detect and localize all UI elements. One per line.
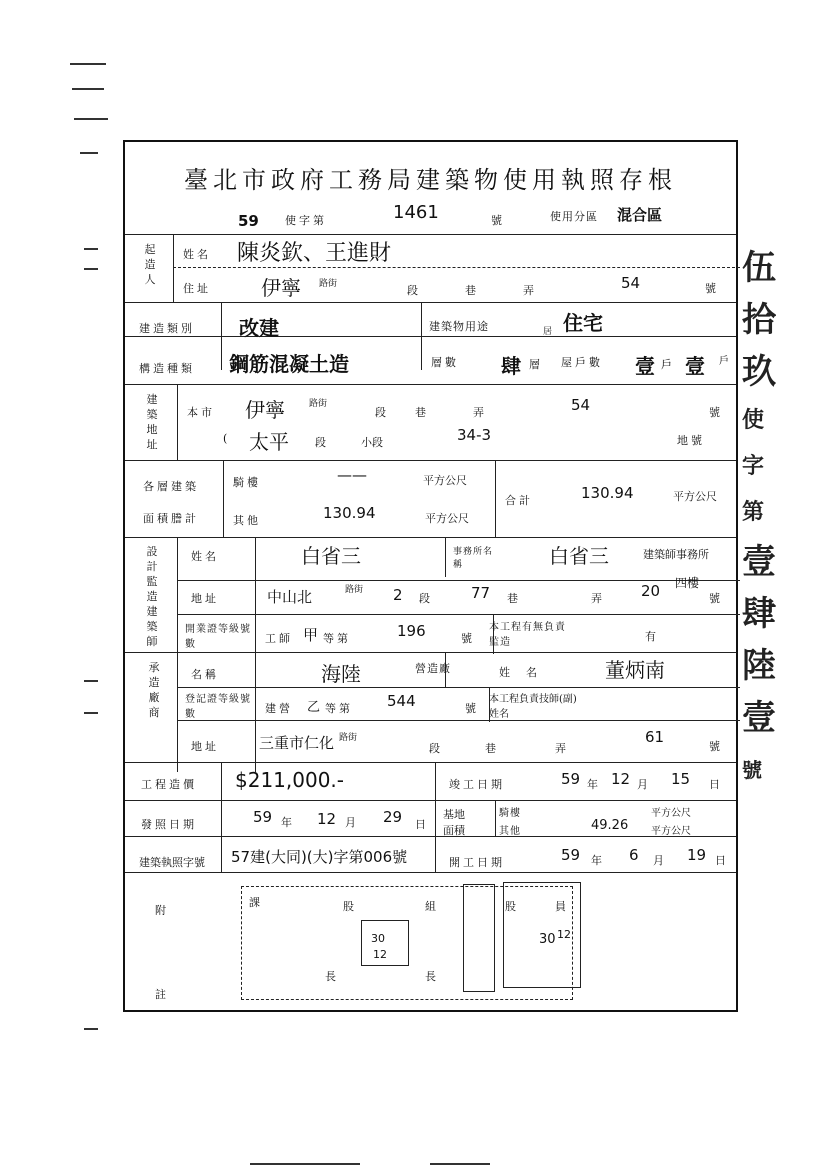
stamp-label-gu-2: 股	[505, 900, 519, 913]
completion-label: 竣工日期	[449, 778, 505, 791]
architect-cert-grade: 甲	[303, 626, 319, 644]
construction-type-label: 建造類別	[139, 322, 195, 335]
contractor-name-label: 名稱	[191, 668, 219, 681]
license-no-suffix: 號	[491, 214, 505, 227]
architect-cert-prefix: 工師	[265, 632, 293, 645]
start-day: 19	[687, 846, 707, 864]
stamp-label-yuan: 員	[555, 900, 569, 913]
applicant-name-label: 姓名	[183, 248, 211, 261]
floor-other-unit: 平方公尺	[425, 512, 469, 525]
seal-3-date-top: 30	[539, 932, 556, 947]
side-char: 壹	[742, 698, 776, 738]
scan-edge-mark	[84, 1028, 98, 1030]
notes-label-1: 附	[155, 904, 169, 917]
site-lot: 34-3	[457, 426, 492, 444]
stamp-label-zhang: 長	[325, 970, 339, 983]
site-section-label: 建築地址	[146, 393, 158, 451]
start-month-word: 月	[653, 854, 667, 867]
completion-year-word: 年	[587, 778, 601, 791]
applicant-number-suffix: 號	[705, 282, 719, 295]
contractor-person-label: 姓名	[499, 666, 553, 679]
stamp-label-gu: 股	[343, 900, 357, 913]
contractor-lane-label: 段	[429, 742, 443, 755]
applicant-address-value: 伊寧	[261, 276, 301, 300]
seal-1-date-top: 30	[371, 932, 385, 945]
architect-no-word: 號	[709, 592, 723, 605]
side-char: 號	[742, 758, 762, 782]
applicant-sub-alley-label: 弄	[523, 284, 537, 297]
site-alley-label: 巷	[415, 406, 429, 419]
architect-address-alley: 20	[641, 582, 661, 600]
applicant-section-label: 起造人	[144, 243, 156, 286]
seal-3-date-bottom: 12	[557, 928, 571, 941]
contractor-name-suffix: 營造廠	[415, 662, 451, 675]
side-char: 使	[742, 408, 765, 433]
applicant-alley-label: 巷	[465, 284, 479, 297]
applicant-lane-label: 段	[407, 284, 421, 297]
completion-day: 15	[671, 770, 691, 788]
architect-office-suffix: 建築師事務所	[643, 548, 709, 561]
scan-edge-mark	[80, 152, 98, 154]
architect-road-label: 路街	[345, 585, 364, 595]
base-area-label-2: 面積	[443, 824, 465, 837]
zone-value: 混合區	[617, 206, 663, 224]
side-char: 伍	[742, 248, 776, 288]
scan-edge-mark	[84, 268, 98, 270]
stamp-label-zhang-2: 長	[425, 970, 439, 983]
floor-other-label: 其他	[233, 514, 261, 527]
license-type-label: 使字第	[285, 214, 327, 227]
scan-edge-mark	[250, 1163, 360, 1165]
contractor-section-label: 承造廠商	[148, 661, 160, 719]
site-subsection-word: 小段	[361, 436, 383, 449]
completion-month-word: 月	[637, 778, 651, 791]
side-stamp-column	[742, 242, 782, 796]
base-other-unit: 平方公尺	[651, 826, 691, 837]
stamp-label-zu: 組	[425, 900, 439, 913]
side-char: 玖	[742, 352, 776, 392]
architect-supervise-value: 有	[645, 630, 659, 643]
architect-cert-suffix: 號	[461, 632, 475, 645]
architect-alley-word: 弄	[591, 592, 605, 605]
contractor-cert-prefix: 建營	[265, 702, 293, 715]
construction-use-sub: 居	[543, 327, 556, 337]
arcade-unit: 平方公尺	[423, 474, 467, 487]
site-city: 本市	[187, 406, 215, 419]
notes-label-2: 註	[155, 988, 169, 1001]
start-month: 6	[629, 846, 639, 864]
site-number: 54	[571, 396, 591, 414]
floor-total-label: 合計	[505, 494, 533, 507]
applicant-number-value: 54	[621, 274, 641, 292]
contractor-address-no: 61	[645, 728, 665, 746]
floor-total-value: 130.94	[581, 484, 634, 502]
applicant-road-label: 路街	[319, 279, 338, 289]
contractor-road-label: 路街	[339, 733, 358, 743]
site-lane-label: 段	[375, 406, 389, 419]
seal-vertical-2	[463, 884, 495, 992]
floor-total-unit: 平方公尺	[673, 490, 717, 503]
floor-area-label-1: 各層建築	[143, 480, 199, 493]
cost-label: 工程造價	[141, 778, 197, 791]
contractor-sub-alley-label: 弄	[555, 742, 569, 755]
scan-edge-mark	[84, 712, 98, 714]
architect-lane-word: 巷	[507, 592, 521, 605]
start-day-word: 日	[715, 854, 729, 867]
scan-edge-mark	[70, 63, 106, 65]
applicant-address-label: 住址	[183, 282, 211, 295]
architect-address-label: 地址	[191, 592, 219, 605]
floor-area-label-2: 面積謄計	[143, 512, 199, 525]
contractor-cert-suffix: 號	[465, 702, 479, 715]
zone-label: 使用分區	[550, 210, 598, 223]
contractor-no-word: 號	[709, 740, 723, 753]
site-district: 太平	[249, 430, 289, 454]
construction-use-value: 住宅	[563, 311, 603, 335]
completion-day-word: 日	[709, 778, 723, 791]
stamp-label-ke: 課	[249, 896, 263, 909]
structure-label: 構造種類	[139, 362, 195, 375]
architect-cert-label: 開業證等級號數	[185, 624, 251, 650]
architect-cert-word: 等第	[323, 632, 351, 645]
site-number-suffix: 號	[709, 406, 723, 419]
households-unit: 戶	[661, 358, 675, 371]
architect-cert-number: 196	[397, 622, 426, 640]
contractor-engineer-label: 本工程負責技師(副)姓名	[489, 694, 577, 720]
side-char: 陸	[742, 646, 776, 686]
side-char: 壹	[742, 542, 776, 582]
construction-use-label: 建築物用途	[429, 320, 489, 333]
architect-supervise-label: 本工程有無負責監造	[489, 622, 566, 648]
base-other-label: 其他	[499, 826, 521, 837]
side-char: 第	[742, 500, 765, 525]
architect-name-label: 姓名	[191, 550, 219, 563]
floors-value: 肆	[501, 354, 521, 378]
site-street: 伊寧	[245, 398, 285, 422]
applicant-name-value: 陳炎欽、王進財	[237, 241, 392, 266]
cost-value: $211,000.-	[235, 768, 345, 792]
site-section-word: 段	[315, 436, 329, 449]
base-arcade-label: 騎樓	[499, 808, 521, 819]
households-value-2: 壹	[685, 354, 705, 378]
contractor-address-label: 地址	[191, 740, 219, 753]
site-lot-suffix: 地號	[677, 434, 705, 447]
start-year: 59	[561, 846, 581, 864]
scan-edge-mark	[84, 248, 98, 250]
contractor-cert-label: 登記證等級號數	[185, 694, 251, 720]
contractor-person-value: 董炳南	[605, 658, 665, 682]
architect-address-lane: 77	[471, 584, 491, 602]
scan-edge-mark	[74, 118, 108, 120]
arcade-label: 騎樓	[233, 476, 261, 489]
floors-label: 層數	[431, 356, 459, 369]
floor-other-value: 130.94	[323, 504, 376, 522]
architect-address-section: 2	[393, 586, 403, 604]
structure-value: 鋼筋混凝土造	[229, 352, 349, 376]
start-year-word: 年	[591, 854, 605, 867]
site-sub-alley-label: 弄	[473, 406, 487, 419]
issue-year: 59	[253, 808, 273, 826]
architect-office-label: 事務所名稱	[453, 547, 494, 570]
side-char: 字	[742, 454, 765, 479]
form-title: 臺北市政府工務局建築物使用執照存根	[184, 166, 677, 194]
architect-office-value: 白省三	[549, 544, 609, 568]
license-year: 59	[238, 212, 259, 230]
architect-address-no: 四樓	[675, 576, 700, 590]
site-road-label: 路街	[309, 399, 328, 409]
architect-section-word: 段	[419, 592, 433, 605]
households-value: 壹	[635, 354, 655, 378]
side-char: 肆	[742, 594, 776, 634]
scan-edge-mark	[430, 1163, 490, 1165]
architect-address-road: 中山北	[267, 588, 313, 606]
completion-month: 12	[611, 770, 631, 788]
scan-edge-mark	[84, 680, 98, 682]
issue-day: 29	[383, 808, 403, 826]
contractor-cert-number: 544	[387, 692, 416, 710]
license-stub-form	[123, 140, 738, 1012]
site-open-paren: (	[223, 432, 231, 445]
households-label: 屋戶數	[561, 356, 603, 369]
completion-year: 59	[561, 770, 581, 788]
permit-label: 建築執照字號	[139, 856, 205, 869]
license-number: 1461	[393, 202, 439, 223]
issue-year-word: 年	[281, 816, 295, 829]
issue-month: 12	[317, 810, 337, 828]
issue-day-word: 日	[415, 818, 429, 831]
issue-month-word: 月	[345, 816, 359, 829]
floors-unit: 層	[529, 358, 543, 371]
seal-1-date-bottom: 12	[373, 948, 387, 961]
construction-type-value: 改建	[239, 316, 279, 340]
base-other-value: 49.26	[591, 818, 629, 833]
architect-section-label: 設計監造建築師	[146, 545, 158, 648]
architect-name-value: 白省三	[301, 544, 361, 568]
contractor-address-value: 三重市仁化	[259, 734, 335, 752]
contractor-cert-word: 等第	[325, 702, 353, 715]
permit-value: 57建(大同)(大)字第006號	[231, 848, 408, 866]
households-unit-2: 戶	[719, 356, 732, 367]
contractor-name-value: 海陸	[321, 662, 361, 686]
scan-edge-mark	[72, 88, 104, 90]
base-arcade-unit: 平方公尺	[651, 808, 691, 819]
contractor-alley-label: 巷	[485, 742, 499, 755]
start-label: 開工日期	[449, 856, 505, 869]
arcade-value: ——	[337, 466, 367, 484]
issue-label: 發照日期	[141, 818, 197, 831]
base-area-label-1: 基地	[443, 808, 465, 821]
side-char: 拾	[742, 300, 776, 340]
contractor-cert-grade: 乙	[307, 700, 321, 715]
